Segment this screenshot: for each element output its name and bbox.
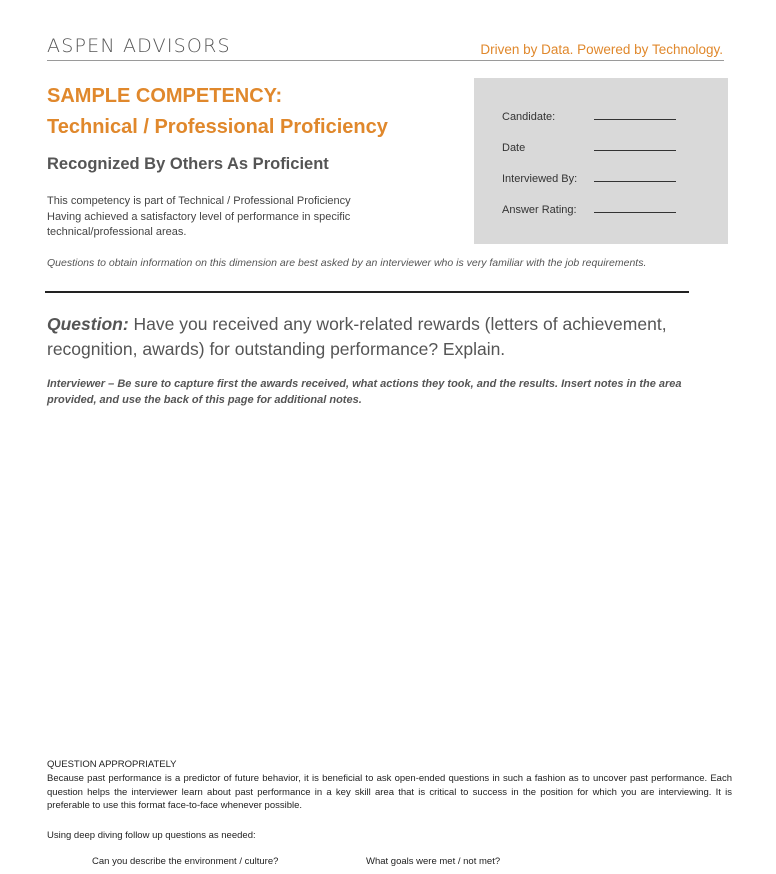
interviewed-by-label: Interviewed By:: [502, 173, 578, 185]
followup-intro: Using deep diving follow up questions as needed:: [47, 830, 256, 841]
interviewer-instructions: Interviewer – Be sure to capture first the awards received, what actions they took, and the results. Insert notes in the area provided, and use the back of this page for additional notes.: [47, 378, 682, 406]
title-line-1: SAMPLE COMPETENCY:: [47, 85, 283, 107]
footer-body: Because past performance is a predictor of future behavior, it is beneficial to ask open-ended questions in such a fashion as to uncover past performance. Each question helps the interviewer learn about past performance in a key skill area that is critical to success in the position for which you are interviewing. It is preferable to use this format face-to-face whenever possible.: [47, 773, 732, 811]
date-label: Date: [502, 142, 526, 154]
company-logo: ASPEN ADVISORS: [47, 35, 231, 57]
section-divider: [45, 291, 689, 293]
question-text: Have you received any work-related rewards (letters of achievement, recognition, awards) for outstanding performance? Explain.: [47, 314, 667, 359]
title-line-2: Technical / Professional Proficiency: [47, 116, 388, 138]
date-row: [502, 134, 676, 154]
description-line-1: This competency is part of Technical / Professional Proficiency: [47, 195, 351, 207]
footer-heading: QUESTION APPROPRIATELY: [47, 759, 177, 770]
answer-rating-field[interactable]: [594, 212, 676, 213]
interviewed-by-field[interactable]: [594, 181, 676, 182]
candidate-field[interactable]: [594, 119, 676, 120]
candidate-info-box: [474, 78, 728, 244]
candidate-label: Candidate:: [502, 111, 556, 123]
answer-rating-row: [502, 196, 676, 216]
tagline: Driven by Data. Powered by Technology.: [480, 42, 723, 57]
followup-question-2: What goals were met / not met?: [366, 856, 501, 867]
description-line-2: Having achieved a satisfactory level of performance in specific technical/professional areas.: [47, 210, 351, 238]
interview-question: [47, 312, 697, 362]
interviewer-note: Questions to obtain information on this dimension are best asked by an interviewer who is very familiar with the job requirements.: [47, 257, 647, 269]
competency-description: [47, 194, 407, 241]
competency-subtitle: Recognized By Others As Proficient: [47, 155, 329, 173]
question-label: Question:: [47, 314, 129, 334]
followup-question-1: Can you describe the environment / culture?: [92, 856, 279, 867]
date-field[interactable]: [594, 150, 676, 151]
header-divider: [47, 60, 724, 61]
answer-rating-label: Answer Rating:: [502, 204, 577, 216]
page-title: [47, 81, 388, 143]
candidate-row: [502, 103, 676, 123]
interviewed-by-row: [502, 165, 676, 185]
